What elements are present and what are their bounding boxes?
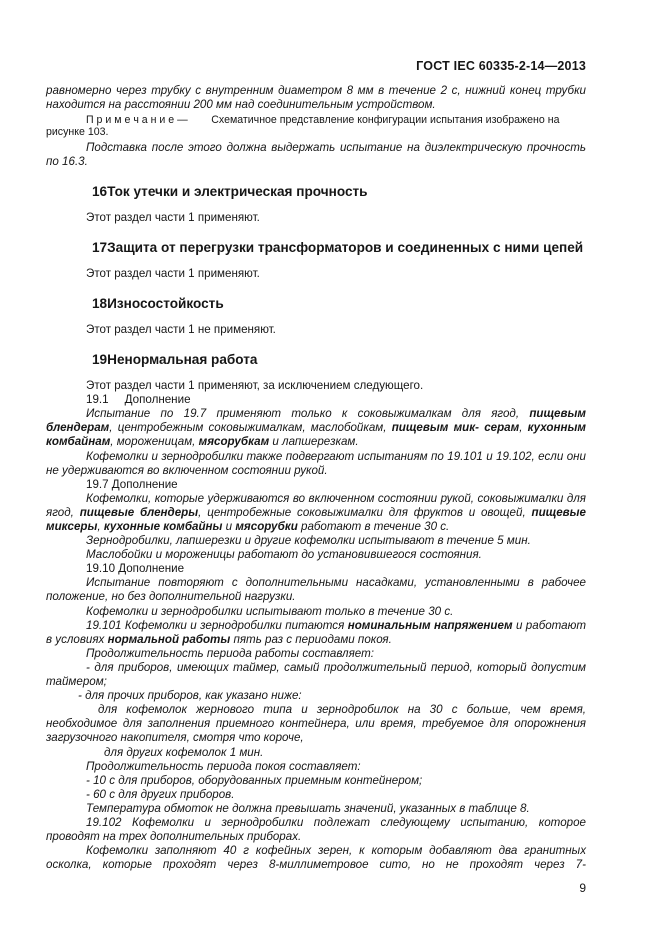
text-run: и работают в условиях — [46, 618, 587, 646]
section-number: 19 — [92, 352, 108, 368]
text-run: - для прочих приборов, как указано ниже: — [78, 689, 302, 703]
paragraph — [46, 492, 586, 534]
text-run: кухонным комбайнам — [46, 421, 586, 449]
text-run: Продолжительность периода работы составляет: — [86, 646, 374, 660]
page-number: 9 — [579, 881, 586, 895]
text-run: Кофемолки заполняют 40 г кофейных зерен, к которым добавляют два гранитных осколка, которые проходят через 8-миллиметровое сито, но не проходят через 7- — [46, 844, 586, 872]
paragraph — [46, 407, 586, 449]
text-run: 19.10 Дополнение — [86, 562, 185, 576]
section-title: Ненормальная работа — [107, 352, 258, 368]
section-title: Износостойкость — [107, 295, 224, 311]
text-run: , центробежным соковыжималкам, маслобойкам, — [109, 421, 392, 435]
paragraph — [46, 141, 586, 169]
text-run: , центробежные соковыжималки для фруктов и овощей, — [198, 505, 532, 519]
paragraph — [46, 393, 586, 407]
text-run: мясорубкам — [198, 435, 270, 449]
text-run: Этот раздел части 1 применяют, за исключением следующего. — [86, 379, 424, 393]
text-run: П р и м е ч а н и е — Схематичное представление конфигурации испытания изображено на рисунке 103. — [46, 114, 560, 139]
paragraph — [46, 605, 586, 619]
text-run: Маслобойки и мороженицы работают до установившегося состояния. — [86, 548, 482, 562]
paragraph — [46, 84, 586, 112]
text-run: 19.1 Дополнение — [86, 393, 191, 407]
paragraph — [46, 760, 586, 774]
text-run: пищевые блендеры — [79, 505, 199, 519]
text-run: кухонные комбайны — [103, 520, 223, 533]
paragraph — [46, 323, 586, 337]
paragraph — [46, 267, 586, 281]
text-run: , мороженицам, — [110, 435, 199, 449]
text-run: работают в течение 30 с. — [297, 520, 450, 533]
paragraph — [46, 548, 586, 562]
paragraph — [46, 802, 586, 816]
paragraph — [46, 788, 586, 802]
section-heading — [46, 238, 586, 257]
text-run: и лапшерезкам. — [269, 435, 359, 449]
note-paragraph — [46, 114, 586, 138]
paragraph — [46, 211, 586, 225]
text-run: 19.7 Дополнение — [86, 477, 178, 491]
text-run: Кофемолки, которые удерживаются во включенном состоянии рукой, соковыжималки для ягод, — [46, 491, 586, 519]
paragraph — [46, 576, 586, 604]
text-run: 19.102 Кофемолки и зернодробилки подлежат следующему испытанию, которое проводят на трех дополнительных приборах. — [46, 815, 586, 844]
text-run: Продолжительность периода покоя составляет: — [86, 759, 361, 773]
text-run: Зернодробилки, лапшерезки и другие кофемолки испытывают в течение 5 мин. — [86, 534, 531, 548]
section-title: Ток утечки и электрическая прочность — [107, 183, 368, 199]
text-run: Температура обмоток не должна превышать значений, указанных в таблице 8. — [86, 801, 530, 815]
text-run: Этот раздел части 1 применяют. — [86, 266, 260, 280]
paragraph — [46, 379, 586, 393]
text-run: , — [519, 421, 528, 435]
text-run: , — [97, 520, 104, 533]
paragraph — [46, 844, 586, 872]
standard-designation: ГОСТ IEC 60335-2-14—2013 — [416, 59, 586, 73]
text-run: Испытание по 19.7 применяют только к соковыжималкам для ягод, — [86, 407, 530, 421]
text-run: Кофемолки и зернодробилки также подвергают испытаниям по 19.101 и 19.102, если они не удерживаются во включенном состоянии рукой. — [46, 449, 586, 477]
text-run: - для приборов, имеющих таймер, самый продолжительный период, который допустим таймером; — [46, 660, 586, 689]
text-run: - 60 с для других приборов. — [86, 787, 235, 801]
text-run: Кофемолки и зернодробилки испытывают только в течение 30 с. — [86, 604, 454, 618]
text-run: Подставка после этого должна выдержать испытание на диэлектрическую прочность по 16.3. — [46, 140, 586, 168]
text-run: пищевые миксеры — [46, 505, 586, 533]
paragraph — [46, 774, 586, 788]
paragraph — [46, 478, 586, 492]
text-run: равномерно через трубку с внутренним диаметром 8 мм в течение 2 с, нижний конец трубки находится на расстоянии 200 мм над соединительным устройством. — [46, 84, 586, 112]
section-number: 18 — [92, 295, 108, 311]
text-run: Этот раздел части 1 не применяют. — [86, 322, 276, 336]
section-number: 16 — [92, 183, 108, 199]
section-number: 17 — [92, 239, 108, 255]
paragraph — [46, 746, 586, 760]
text-run: мясорубки — [235, 520, 298, 533]
paragraph — [46, 619, 586, 647]
text-run: для кофемолок жернового типа и зернодробилок на 30 с больше, чем время, необходимое для заполнения приемного контейнера, или время, требуемое для опорожнения загрузочного накопителя, смотря что короче, — [46, 703, 586, 745]
text-run: 19.101 Кофемолки и зернодробилки питаются — [86, 618, 348, 632]
paragraph — [46, 703, 586, 745]
text-run: пищевым мик- серам — [391, 421, 520, 435]
paragraph — [46, 647, 586, 661]
text-run: для других кофемолок 1 мин. — [104, 745, 264, 759]
text-run: пять раз с периодами покоя. — [230, 632, 392, 646]
section-title: Защита от перегрузки трансформаторов и соединенных с ними цепей — [107, 239, 584, 255]
text-run: нормальной работы — [107, 632, 231, 646]
paragraph — [46, 450, 586, 478]
paragraph — [46, 816, 586, 844]
text-run: пищевым блендерам — [46, 407, 586, 435]
paragraph — [46, 661, 586, 689]
section-heading — [46, 182, 586, 201]
paragraph — [46, 689, 586, 703]
text-run: Этот раздел части 1 применяют. — [86, 210, 260, 224]
text-run: и — [222, 520, 236, 533]
text-run: - 10 с для приборов, оборудованных приемным контейнером; — [86, 773, 423, 787]
document-content — [46, 84, 586, 872]
paragraph — [46, 534, 586, 548]
paragraph — [46, 562, 586, 576]
section-heading — [46, 350, 586, 369]
text-run: Испытание повторяют с дополнительными насадками, установленными в рабочее положение, но без дополнительной нагрузки. — [46, 576, 586, 604]
section-heading — [46, 294, 586, 313]
text-run: номинальным напряжением — [347, 618, 513, 632]
